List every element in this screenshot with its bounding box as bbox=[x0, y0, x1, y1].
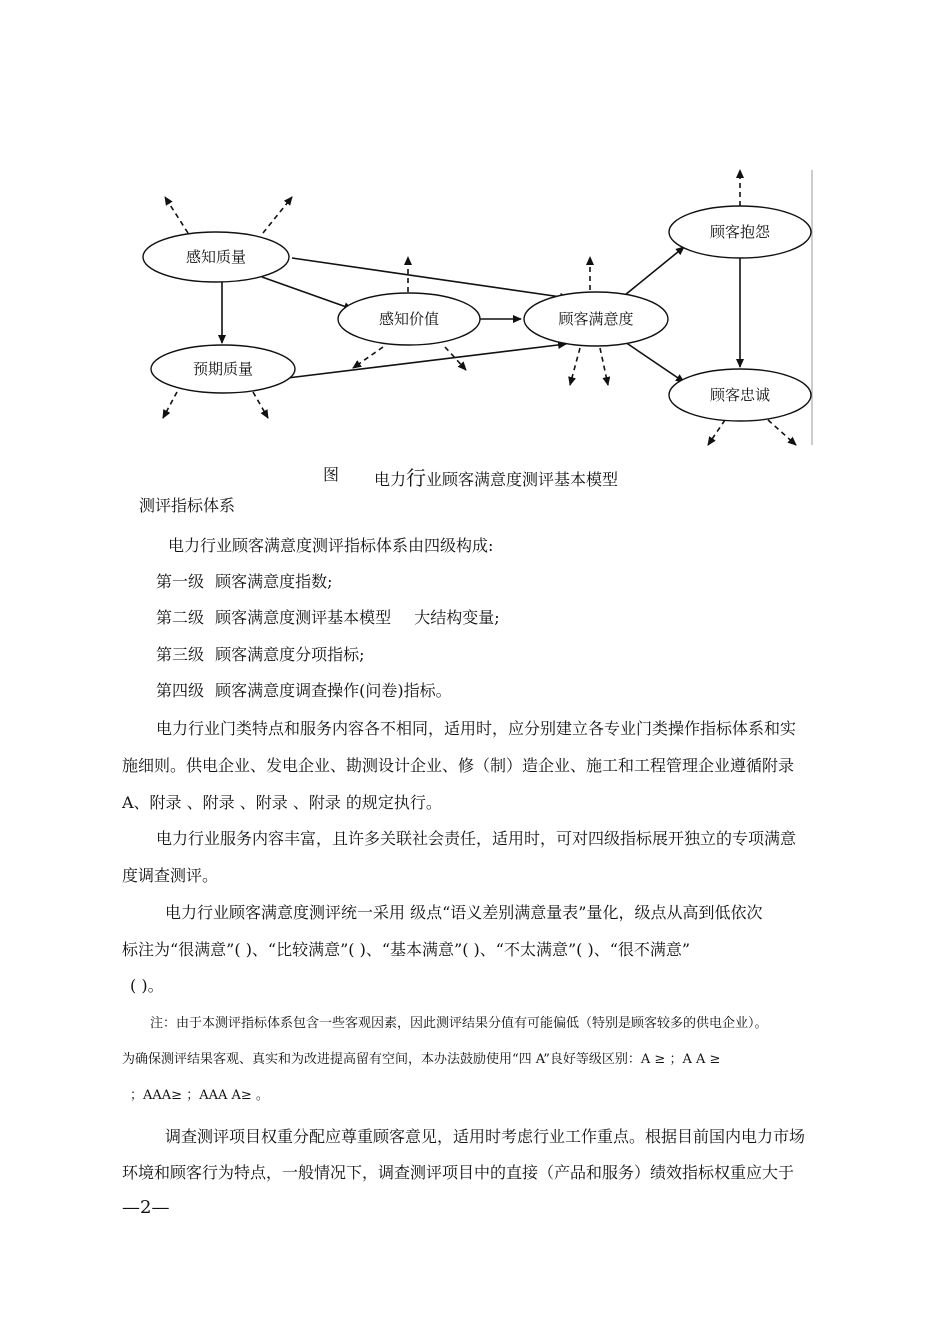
figure-caption-big-char: 行 bbox=[406, 466, 427, 490]
level-number: 第三级 bbox=[156, 645, 205, 664]
levels-intro: 电力行业顾客满意度测评指标体系由四级构成: bbox=[168, 536, 494, 555]
section-heading: 测评指标体系 bbox=[139, 496, 236, 515]
level-number: 第四级 bbox=[156, 681, 205, 700]
paragraph-line: A、附录 、附录 、附录 、附录 的规定执行。 bbox=[122, 793, 442, 812]
note-line: 为确保测评结果客观、真实和为改进提高留有空间，本办法鼓励使用“四 A”良好等级区别：A ≥ ；A A ≥ bbox=[122, 1052, 721, 1067]
node-label: 感知价值 bbox=[378, 310, 440, 328]
paragraph-line: 电力行业顾客满意度测评统一采用 级点“语义差别满意量表”量化，级点从高到低依次 bbox=[165, 903, 763, 922]
paragraph-line: 调查测评项目权重分配应尊重顾客意见，适用时考虑行业工作重点。根据目前国内电力市场 bbox=[165, 1127, 806, 1146]
level-text-2: 大结构变量; bbox=[414, 608, 500, 627]
node-customer-complaint bbox=[669, 206, 811, 258]
paragraph-line: 电力行业服务内容丰富，且许多关联社会责任，适用时，可对四级指标展开独立的专项满意 bbox=[156, 829, 797, 848]
node-label: 顾客抱怨 bbox=[709, 223, 771, 241]
figure-caption bbox=[374, 462, 618, 491]
level-number: 第一级 bbox=[156, 572, 205, 591]
paragraph-line: 施细则。供电企业、发电企业、勘测设计企业、修（制）造企业、施工和工程管理企业遵循附录 bbox=[122, 756, 795, 775]
level-item bbox=[156, 569, 333, 592]
customer-satisfaction-model-diagram bbox=[0, 0, 950, 470]
node-perceived-quality bbox=[143, 232, 289, 282]
page-number: —2— bbox=[122, 1197, 170, 1218]
figure-label: 图 bbox=[323, 465, 340, 484]
node-label: 顾客忠诚 bbox=[709, 386, 771, 404]
node-expected-quality bbox=[151, 345, 295, 393]
level-text: 顾客满意度调查操作(问卷)指标。 bbox=[215, 681, 452, 700]
figure-caption-pre: 电力 bbox=[374, 470, 407, 489]
figure-caption-post: 业顾客满意度测评基本模型 bbox=[426, 470, 619, 489]
level-item bbox=[156, 642, 365, 665]
note-line: 注：由于本测评指标体系包含一些客观因素，因此测评结果分值有可能偏低（特别是顾客较多的供电企业）。 bbox=[150, 1016, 768, 1031]
node-customer-loyalty bbox=[669, 369, 811, 421]
node-customer-satisfaction bbox=[524, 292, 668, 346]
level-item bbox=[156, 678, 452, 701]
paragraph-line: 环境和顾客行为特点，一般情况下，调查测评项目中的直接（产品和服务）绩效指标权重应大于 bbox=[122, 1163, 795, 1182]
paragraph-line: 度调查测评。 bbox=[122, 866, 219, 885]
node-label: 顾客满意度 bbox=[558, 310, 634, 328]
paragraph-line: 电力行业门类特点和服务内容各不相同，适用时，应分别建立各专业门类操作指标体系和实 bbox=[156, 719, 797, 738]
level-text: 顾客满意度分项指标; bbox=[215, 645, 365, 664]
node-label: 感知质量 bbox=[185, 248, 247, 266]
node-label: 预期质量 bbox=[192, 360, 254, 378]
node-perceived-value bbox=[338, 293, 480, 345]
note-line: ；AAA≥ ；AAA A≥ 。 bbox=[130, 1088, 269, 1103]
paragraph-line: ( )。 bbox=[130, 976, 164, 995]
level-text: 顾客满意度测评基本模型 bbox=[215, 608, 392, 627]
level-item bbox=[156, 605, 500, 628]
level-number: 第二级 bbox=[156, 608, 205, 627]
paragraph-line: 标注为“很满意”( )、“比较满意”( )、“基本满意”( )、“不太满意”( )、“很不满意” bbox=[122, 940, 691, 959]
level-text: 顾客满意度指数; bbox=[215, 572, 333, 591]
